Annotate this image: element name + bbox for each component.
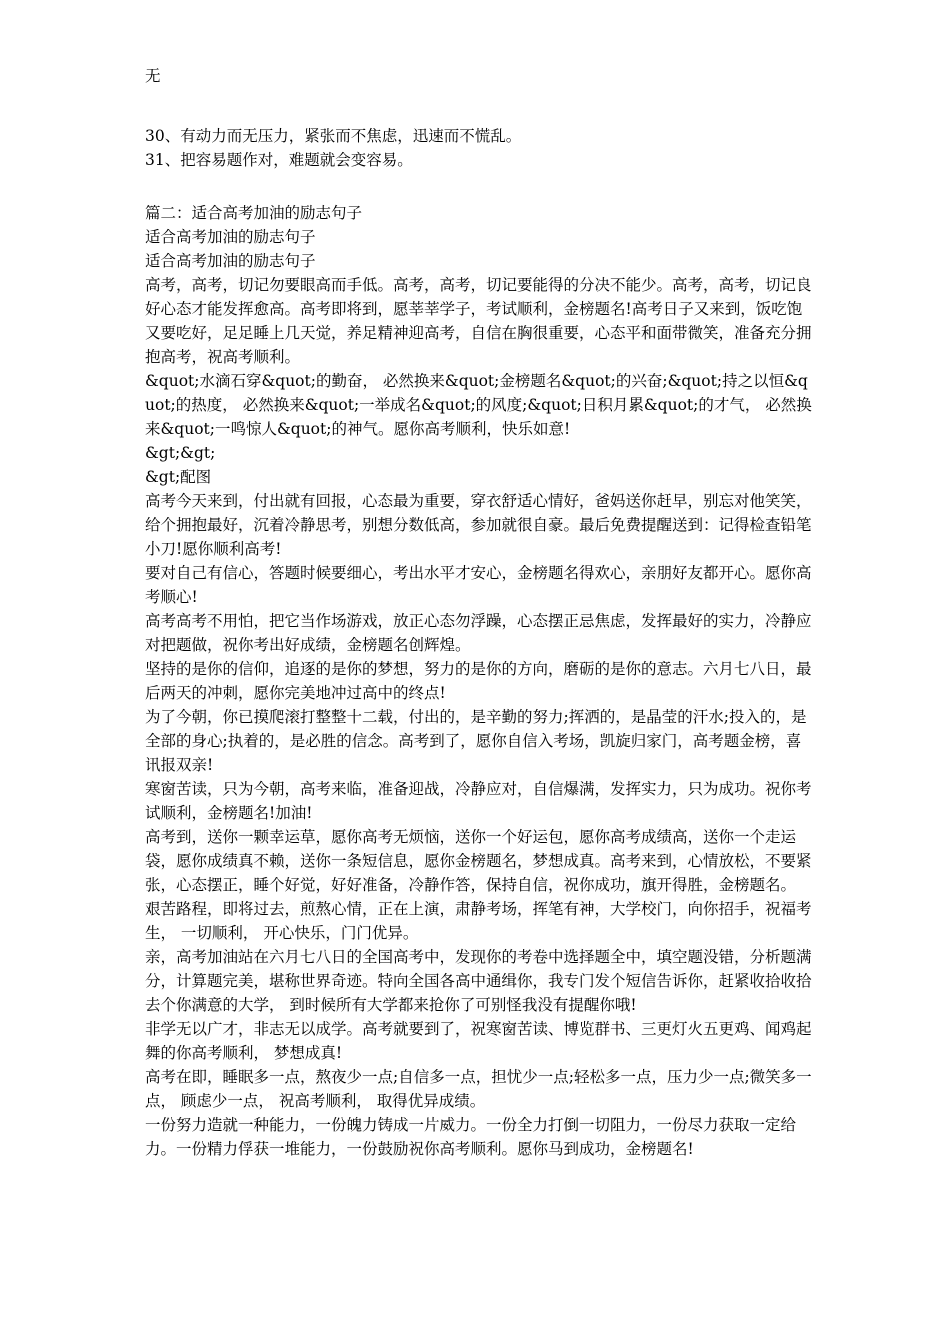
paragraph-15: 高考在即，睡眠多一点，熬夜少一点;自信多一点，担忧少一点;轻松多一点，压力少一点;微笑多一点， 顾虑少一点， 祝高考顺利， 取得优异成绩。 xyxy=(145,1068,812,1110)
section-heading: 篇二：适合高考加油的励志句子 xyxy=(145,204,363,222)
paragraph-1: 高考，高考，切记勿要眼高而手低。高考，高考，切记要能得的分决不能少。高考，高考，切记良好心态才能发挥愈高。高考即将到，愿莘莘学子，考试顺利，金榜题名!高考日子又来到，饭吃饱又要吃好，足足睡上几天觉，养足精神迎高考，自信在胸很重要，心态平和面带微笑，准备充分拥抱高考，祝高考顺利。 xyxy=(145,276,812,366)
tip-30: 30、有动力而无压力，紧张而不焦虑，迅速而不慌乱。 xyxy=(145,127,522,145)
subtitle-2: 适合高考加油的励志句子 xyxy=(145,252,316,270)
paragraph-11: 高考到，送你一颗幸运草，愿你高考无烦恼，送你一个好运包，愿你高考成绩高，送你一个走运袋，愿你成绩真不赖，送你一条短信息，愿你金榜题名，梦想成真。高考来到，心情放松，不要紧张，心态摆正，睡个好觉，好好准备，冷静作答，保持自信，祝你成功，旗开得胜，金榜题名。 xyxy=(145,828,812,894)
tips-list xyxy=(145,124,815,172)
paragraph-2: &quot;水滴石穿&quot;的勤奋， 必然换来&quot;金榜题名&quot;的兴奋;&quot;持之以恒&quot;的热度， 必然换来&quot;一举成名&quot;的风度;&quot;日积月累&quot;的才气， 必然换来&quot;一鸣惊人&quot;的神气。愿你高考顺利，快乐如意! xyxy=(145,372,812,438)
paragraph-16: 一份努力造就一种能力，一份魄力铸成一片威力。一份全力打倒一切阻力，一份尽力获取一定给力。一份精力俘获一堆能力，一份鼓励祝你高考顺利。愿你马到成功，金榜题名! xyxy=(145,1116,797,1158)
subtitle-1: 适合高考加油的励志句子 xyxy=(145,228,316,246)
paragraph-6: 要对自己有信心，答题时候要细心，考出水平才安心，金榜题名得欢心，亲朋好友都开心。愿你高考顺心! xyxy=(145,564,812,606)
paragraph-14: 非学无以广才，非志无以成学。高考就要到了，祝寒窗苦读、博览群书、三更灯火五更鸡、闻鸡起舞的你高考顺利， 梦想成真! xyxy=(145,1020,812,1062)
paragraph-5: 高考今天来到，付出就有回报，心态最为重要，穿衣舒适心情好，爸妈送你赶早，别忘对他笑笑，给个拥抱最好，沉着冷静思考，别想分数低高，参加就很自豪。最后免费提醒送到：记得检查铅笔小刀!愿你顺利高考! xyxy=(145,492,812,558)
paragraph-9: 为了今朝，你已摸爬滚打整整十二载，付出的，是辛勤的努力;挥洒的，是晶莹的汗水;投入的，是全部的身心;执着的，是必胜的信念。高考到了，愿你自信入考场，凯旋归家门，高考题金榜，喜讯报双亲! xyxy=(145,708,807,774)
paragraph-7: 高考高考不用怕，把它当作场游戏，放正心态勿浮躁，心态摆正忌焦虑，发挥最好的实力，冷静应对把题做，祝你考出好成绩，金榜题名创辉煌。 xyxy=(145,612,812,654)
paragraph-8: 坚持的是你的信仰，追逐的是你的梦想，努力的是你的方向，磨砺的是你的意志。六月七八日，最后两天的冲刺，愿你完美地冲过高中的终点! xyxy=(145,660,812,702)
paragraph-10: 寒窗苦读，只为今朝，高考来临，准备迎战，冷静应对，自信爆满，发挥实力，只为成功。祝你考试顺利，金榜题名!加油! xyxy=(145,780,812,822)
section-two xyxy=(145,201,815,1161)
paragraph-3: &gt;&gt; xyxy=(145,444,216,462)
paragraph-4: &gt;配图 xyxy=(145,468,212,486)
paragraph-12: 艰苦路程，即将过去，煎熬心情，正在上演，肃静考场，挥笔有神，大学校门，向你招手，祝福考生， 一切顺利， 开心快乐，门门优异。 xyxy=(145,900,812,942)
tip-31: 31、把容易题作对，难题就会变容易。 xyxy=(145,151,413,169)
top-fragment-text: 无 xyxy=(145,67,161,85)
paragraph-13: 亲，高考加油站在六月七八日的全国高考中，发现你的考卷中选择题全中，填空题没错，分析题满分，计算题完美，堪称世界奇迹。特向全国各高中通缉你，我专门发个短信告诉你，赶紧收拾收拾去个你满意的大学， 到时候所有大学都来抢你了可别怪我没有提醒你哦! xyxy=(145,948,812,1014)
top-fragment xyxy=(145,64,815,88)
